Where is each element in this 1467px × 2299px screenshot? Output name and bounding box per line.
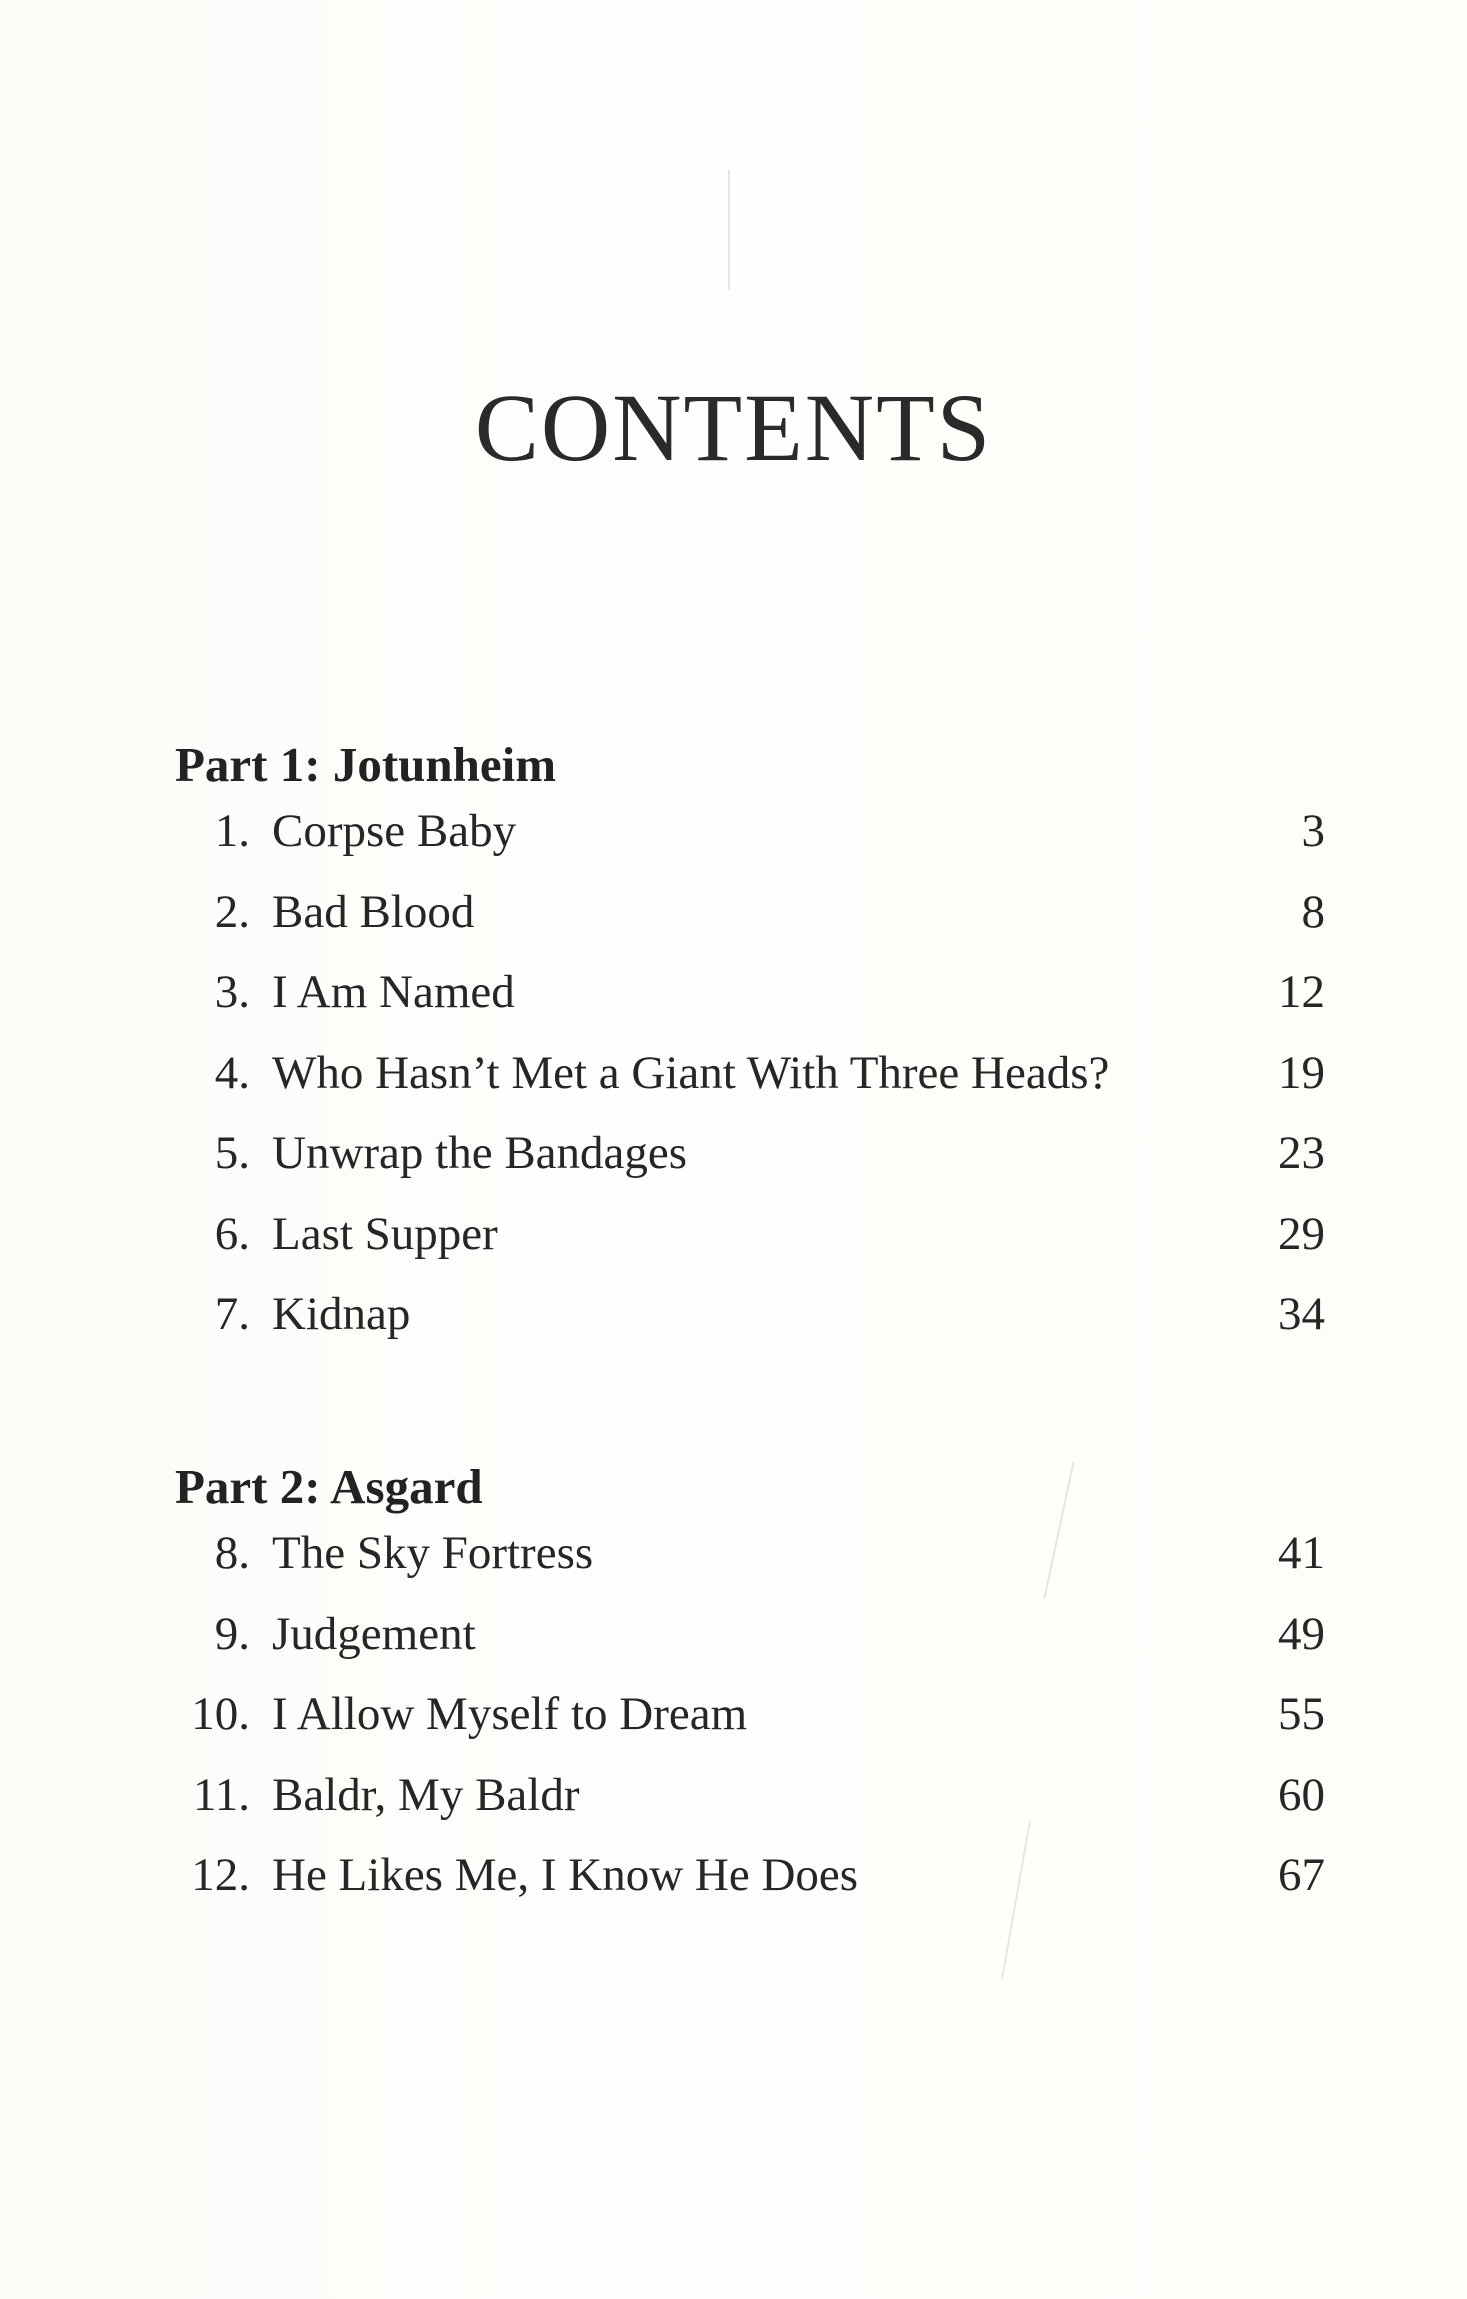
- part-heading: Part 2: Asgard: [175, 1459, 483, 1514]
- chapter-title: Judgement: [272, 1607, 476, 1660]
- chapter-title: I Am Named: [272, 966, 515, 1018]
- chapter-entry: [175, 1288, 1325, 1372]
- chapter-page: 29: [1278, 1207, 1325, 1260]
- chapter-title: He Likes Me, I Know He Does: [272, 1849, 859, 1901]
- chapter-title: Last Supper: [272, 1207, 498, 1260]
- chapter-number: 2.: [214, 885, 250, 938]
- chapter-title: The Sky Fortress: [272, 1527, 594, 1579]
- chapter-entry: [175, 1527, 1325, 1611]
- chapter-number: 10.: [191, 1688, 250, 1740]
- chapter-number: 8.: [214, 1527, 250, 1579]
- chapter-entry: [175, 885, 1325, 970]
- chapter-title: I Allow Myself to Dream: [272, 1688, 748, 1740]
- chapter-number: 4.: [214, 1046, 250, 1099]
- chapter-page: 41: [1278, 1527, 1325, 1579]
- chapter-title: Corpse Baby: [272, 805, 517, 857]
- chapter-title: Who Hasn’t Met a Giant With Three Heads?: [272, 1046, 1110, 1099]
- part-1: [175, 737, 1325, 1372]
- chapter-number: 9.: [214, 1607, 250, 1660]
- chapter-number: 12.: [191, 1849, 250, 1901]
- chapter-entry: [175, 1607, 1325, 1692]
- chapter-page: 23: [1278, 1127, 1325, 1179]
- chapter-title: Unwrap the Bandages: [272, 1127, 688, 1179]
- chapter-list: [175, 805, 1325, 1372]
- chapter-title: Baldr, My Baldr: [272, 1768, 580, 1821]
- chapter-entry: [175, 805, 1325, 889]
- chapter-page: 19: [1278, 1046, 1325, 1099]
- chapter-title: Bad Blood: [272, 885, 475, 938]
- chapter-number: 11.: [192, 1768, 250, 1821]
- chapter-entry: [175, 1688, 1325, 1772]
- page-title: CONTENTS: [474, 374, 993, 481]
- chapter-entry: [175, 1849, 1325, 1933]
- chapter-page: 3: [1301, 805, 1325, 857]
- chapter-number: 7.: [214, 1288, 250, 1340]
- chapter-page: 67: [1278, 1849, 1325, 1901]
- chapter-number: 3.: [214, 966, 250, 1018]
- scan-mark: [728, 170, 730, 290]
- chapter-entry: [175, 966, 1325, 1050]
- part-heading: Part 1: Jotunheim: [175, 737, 557, 792]
- chapter-title: Kidnap: [272, 1288, 411, 1340]
- chapter-number: 1.: [214, 805, 250, 857]
- chapter-page: 55: [1278, 1688, 1325, 1740]
- chapter-page: 12: [1278, 966, 1325, 1018]
- chapter-page: 34: [1278, 1288, 1325, 1340]
- chapter-entry: [175, 1768, 1325, 1853]
- chapter-page: 60: [1278, 1768, 1325, 1821]
- chapter-page: 8: [1301, 885, 1325, 938]
- part-2: [175, 1459, 1325, 1933]
- chapter-entry: [175, 1207, 1325, 1292]
- chapter-entry: [175, 1046, 1325, 1131]
- chapter-number: 5.: [214, 1127, 250, 1179]
- chapter-number: 6.: [214, 1207, 250, 1260]
- chapter-list: [175, 1527, 1325, 1933]
- chapter-page: 49: [1278, 1607, 1325, 1660]
- chapter-entry: [175, 1127, 1325, 1211]
